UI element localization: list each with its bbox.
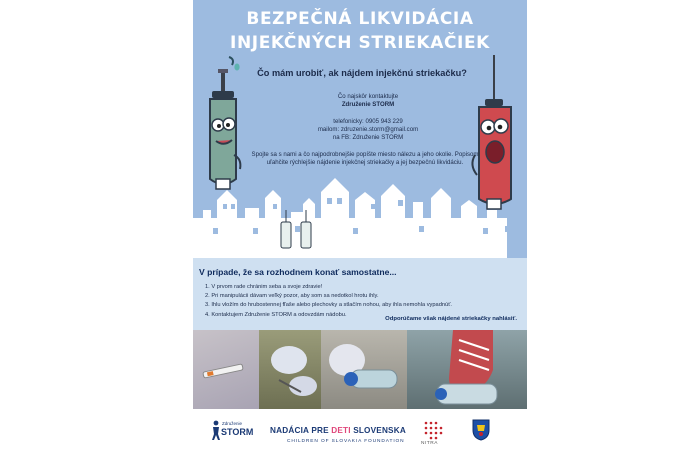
- step-item: 3. Ihlu vložím do hrubostennej fľaše alebo plechovky a stlačím nohou, aby ihla nemohla vypadnúť.: [205, 302, 452, 309]
- step-item: 1. V prvom rade chránim seba a svoje zdravie!: [205, 284, 323, 290]
- storm-label-big: STORM: [221, 427, 254, 437]
- warning-text: Odporúčame však nájdené striekačky nahlásiť.: [385, 316, 517, 322]
- contact-facebook: na FB: Združenie STORM: [332, 134, 404, 141]
- photo-shoe-on-bottle: [407, 330, 527, 409]
- photo-bottle-insertion: [321, 330, 407, 409]
- photo-syringe-on-ground: [193, 330, 259, 409]
- nadacia-subtitle: CHILDREN OF SLOVAKIA FOUNDATION: [287, 439, 405, 444]
- poster-title-line1: BEZPEČNÁ LIKVIDÁCIA: [246, 9, 474, 29]
- city-silhouette: [193, 170, 527, 260]
- nadacia-deti-text: DETI: [331, 426, 351, 435]
- step-item: 4. Kontaktujem Združenie STORM a odovzdám nádobu.: [205, 311, 347, 318]
- nadacia-right-text: SLOVENSKA: [353, 426, 406, 435]
- photo-gloved-hands: [259, 330, 321, 409]
- poster-title-line2: INJEKČNÝCH STRIEKAČIEK: [230, 33, 490, 53]
- nadacia-left-text: NADÁCIA PRE: [270, 426, 329, 435]
- storm-label-small: Združenie: [222, 421, 243, 426]
- self-action-heading: V prípade, že sa rozhodnem konať samostatne...: [199, 267, 397, 277]
- storm-figure-icon: [211, 420, 221, 440]
- contact-intro: Čo najskôr kontaktujte: [337, 93, 399, 100]
- nitra-dots-icon: [423, 420, 443, 440]
- steps-list: [205, 283, 515, 320]
- contact-phone: telefonicky: 0905 943 229: [333, 118, 403, 125]
- coat-of-arms-icon: [472, 419, 490, 441]
- nitra-label: NITRA: [421, 441, 438, 446]
- question-heading: Čo mám urobiť, ak nájdem injekčnú striekačku?: [257, 68, 467, 78]
- nadacia-title: [270, 426, 406, 435]
- poster: [193, 0, 527, 467]
- photo-strip: [193, 330, 527, 409]
- contact-mail: mailom: zdruzenie.storm@gmail.com: [317, 126, 419, 133]
- step-item: 2. Pri manipulácii dávam veľký pozor, aby som sa nedotkol hrotu ihly.: [205, 293, 379, 300]
- description-text: Spojte sa s nami a čo najpodrobnejšie popíšte miesto nálezu a jeho okolie. Popisom uľahčite rýchlejšie nájdenie injekčnej striekačky a jej bezpečnú likvidáciu.: [251, 151, 479, 167]
- contact-org: Združenie STORM: [341, 101, 395, 108]
